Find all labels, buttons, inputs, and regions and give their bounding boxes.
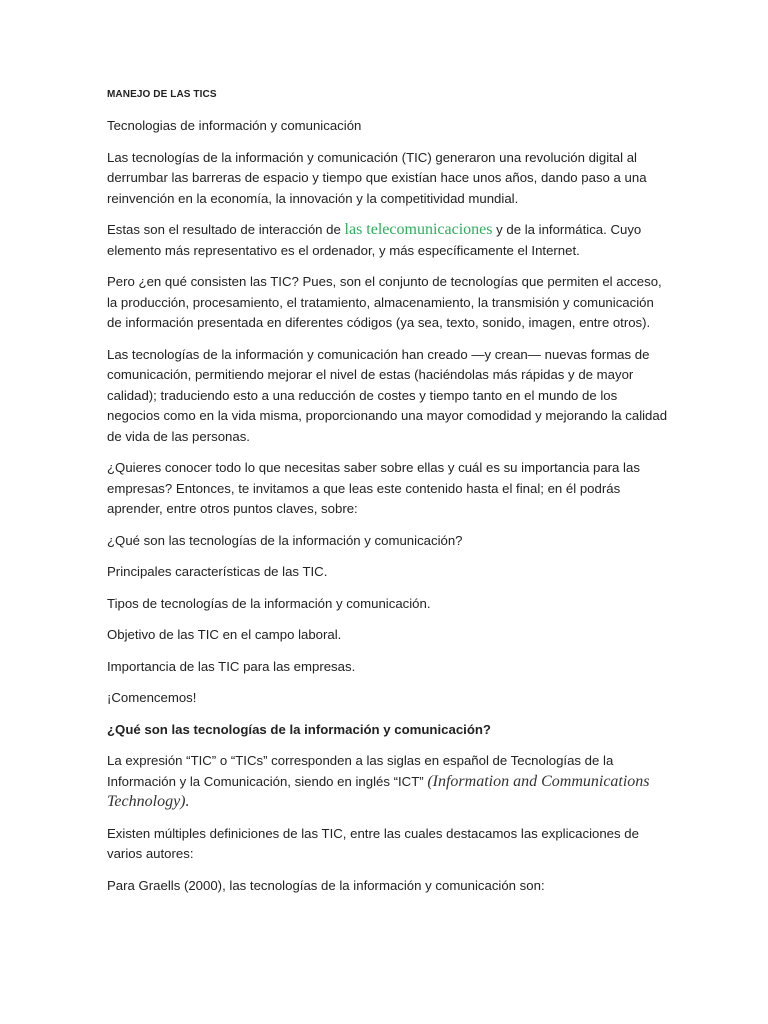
toc-item: Objetivo de las TIC en el campo laboral.	[107, 627, 342, 642]
paragraph-telecom-after: y de la informática. Cuyo elemento más representativo es el ordenador, y más específicamente el Internet.	[107, 222, 642, 258]
toc-item: ¡Comencemos!	[107, 690, 197, 705]
paragraph-expression-text: La expresión “TIC” o “TICs” corresponden a las siglas en español de Tecnologías de la Información y la Comunicación, siendo en inglés “ICT”	[107, 753, 614, 789]
section-heading: ¿Qué son las tecnologías de la información y comunicación?	[107, 721, 491, 737]
toc-item: ¿Qué son las tecnologías de la información y comunicación?	[107, 532, 463, 548]
telecom-link[interactable]: las telecomunicaciones	[344, 221, 493, 238]
ict-english-term: (Information and Communications Technology).	[107, 772, 650, 810]
toc-item: Tipos de tecnologías de la información y comunicación.	[107, 595, 431, 611]
document-title: MANEJO DE LAS TICS	[107, 89, 217, 100]
paragraph-new-forms: Las tecnologías de la información y comunicación han creado —y crean— nuevas formas de comunicación, permitiendo mejorar el nivel de estas (haciéndolas más rápidas y de mayor calidad); traduciendo esto a una reducción de costes y tiempo tanto en el mundo de los negocios como en la vida misma, proporcionando una mayor comodidad y mejorando la calidad de vida de las personas.	[107, 346, 668, 444]
paragraph-telecom	[107, 220, 668, 261]
paragraph-expression	[107, 751, 668, 813]
paragraph-graells: Para Graells (2000), las tecnologías de la información y comunicación son:	[107, 877, 545, 893]
paragraph-invitation: ¿Quieres conocer todo lo que necesitas saber sobre ellas y cuál es su importancia para las empresas? Entonces, te invitamos a que leas este contenido hasta el final; en él podrás aprender, entre otros puntos claves, sobre:	[107, 460, 640, 516]
paragraph-telecom-before: Estas son el resultado de interacción de	[107, 222, 345, 237]
paragraph-definition: Pero ¿en qué consisten las TIC? Pues, son el conjunto de tecnologías que permiten el acceso, la producción, procesamiento, el tratamiento, almacenamiento, la transmisión y comunicación de información presentada en diferentes códigos (ya sea, texto, sonido, imagen, entre otros).	[107, 274, 662, 330]
toc-item: Principales características de las TIC.	[107, 564, 328, 579]
toc-item: Importancia de las TIC para las empresas.	[107, 658, 356, 674]
paragraph-intro: Las tecnologías de la información y comunicación (TIC) generaron una revolución digital al derrumbar las barreras de espacio y tiempo que existían hace unos años, dando paso a una reinvención en la economía, la innovación y la competitividad mundial.	[107, 149, 647, 206]
subtitle: Tecnologias de información y comunicación	[107, 118, 362, 133]
paragraph-definitions: Existen múltiples definiciones de las TIC, entre las cuales destacamos las explicaciones de varios autores:	[107, 825, 639, 861]
